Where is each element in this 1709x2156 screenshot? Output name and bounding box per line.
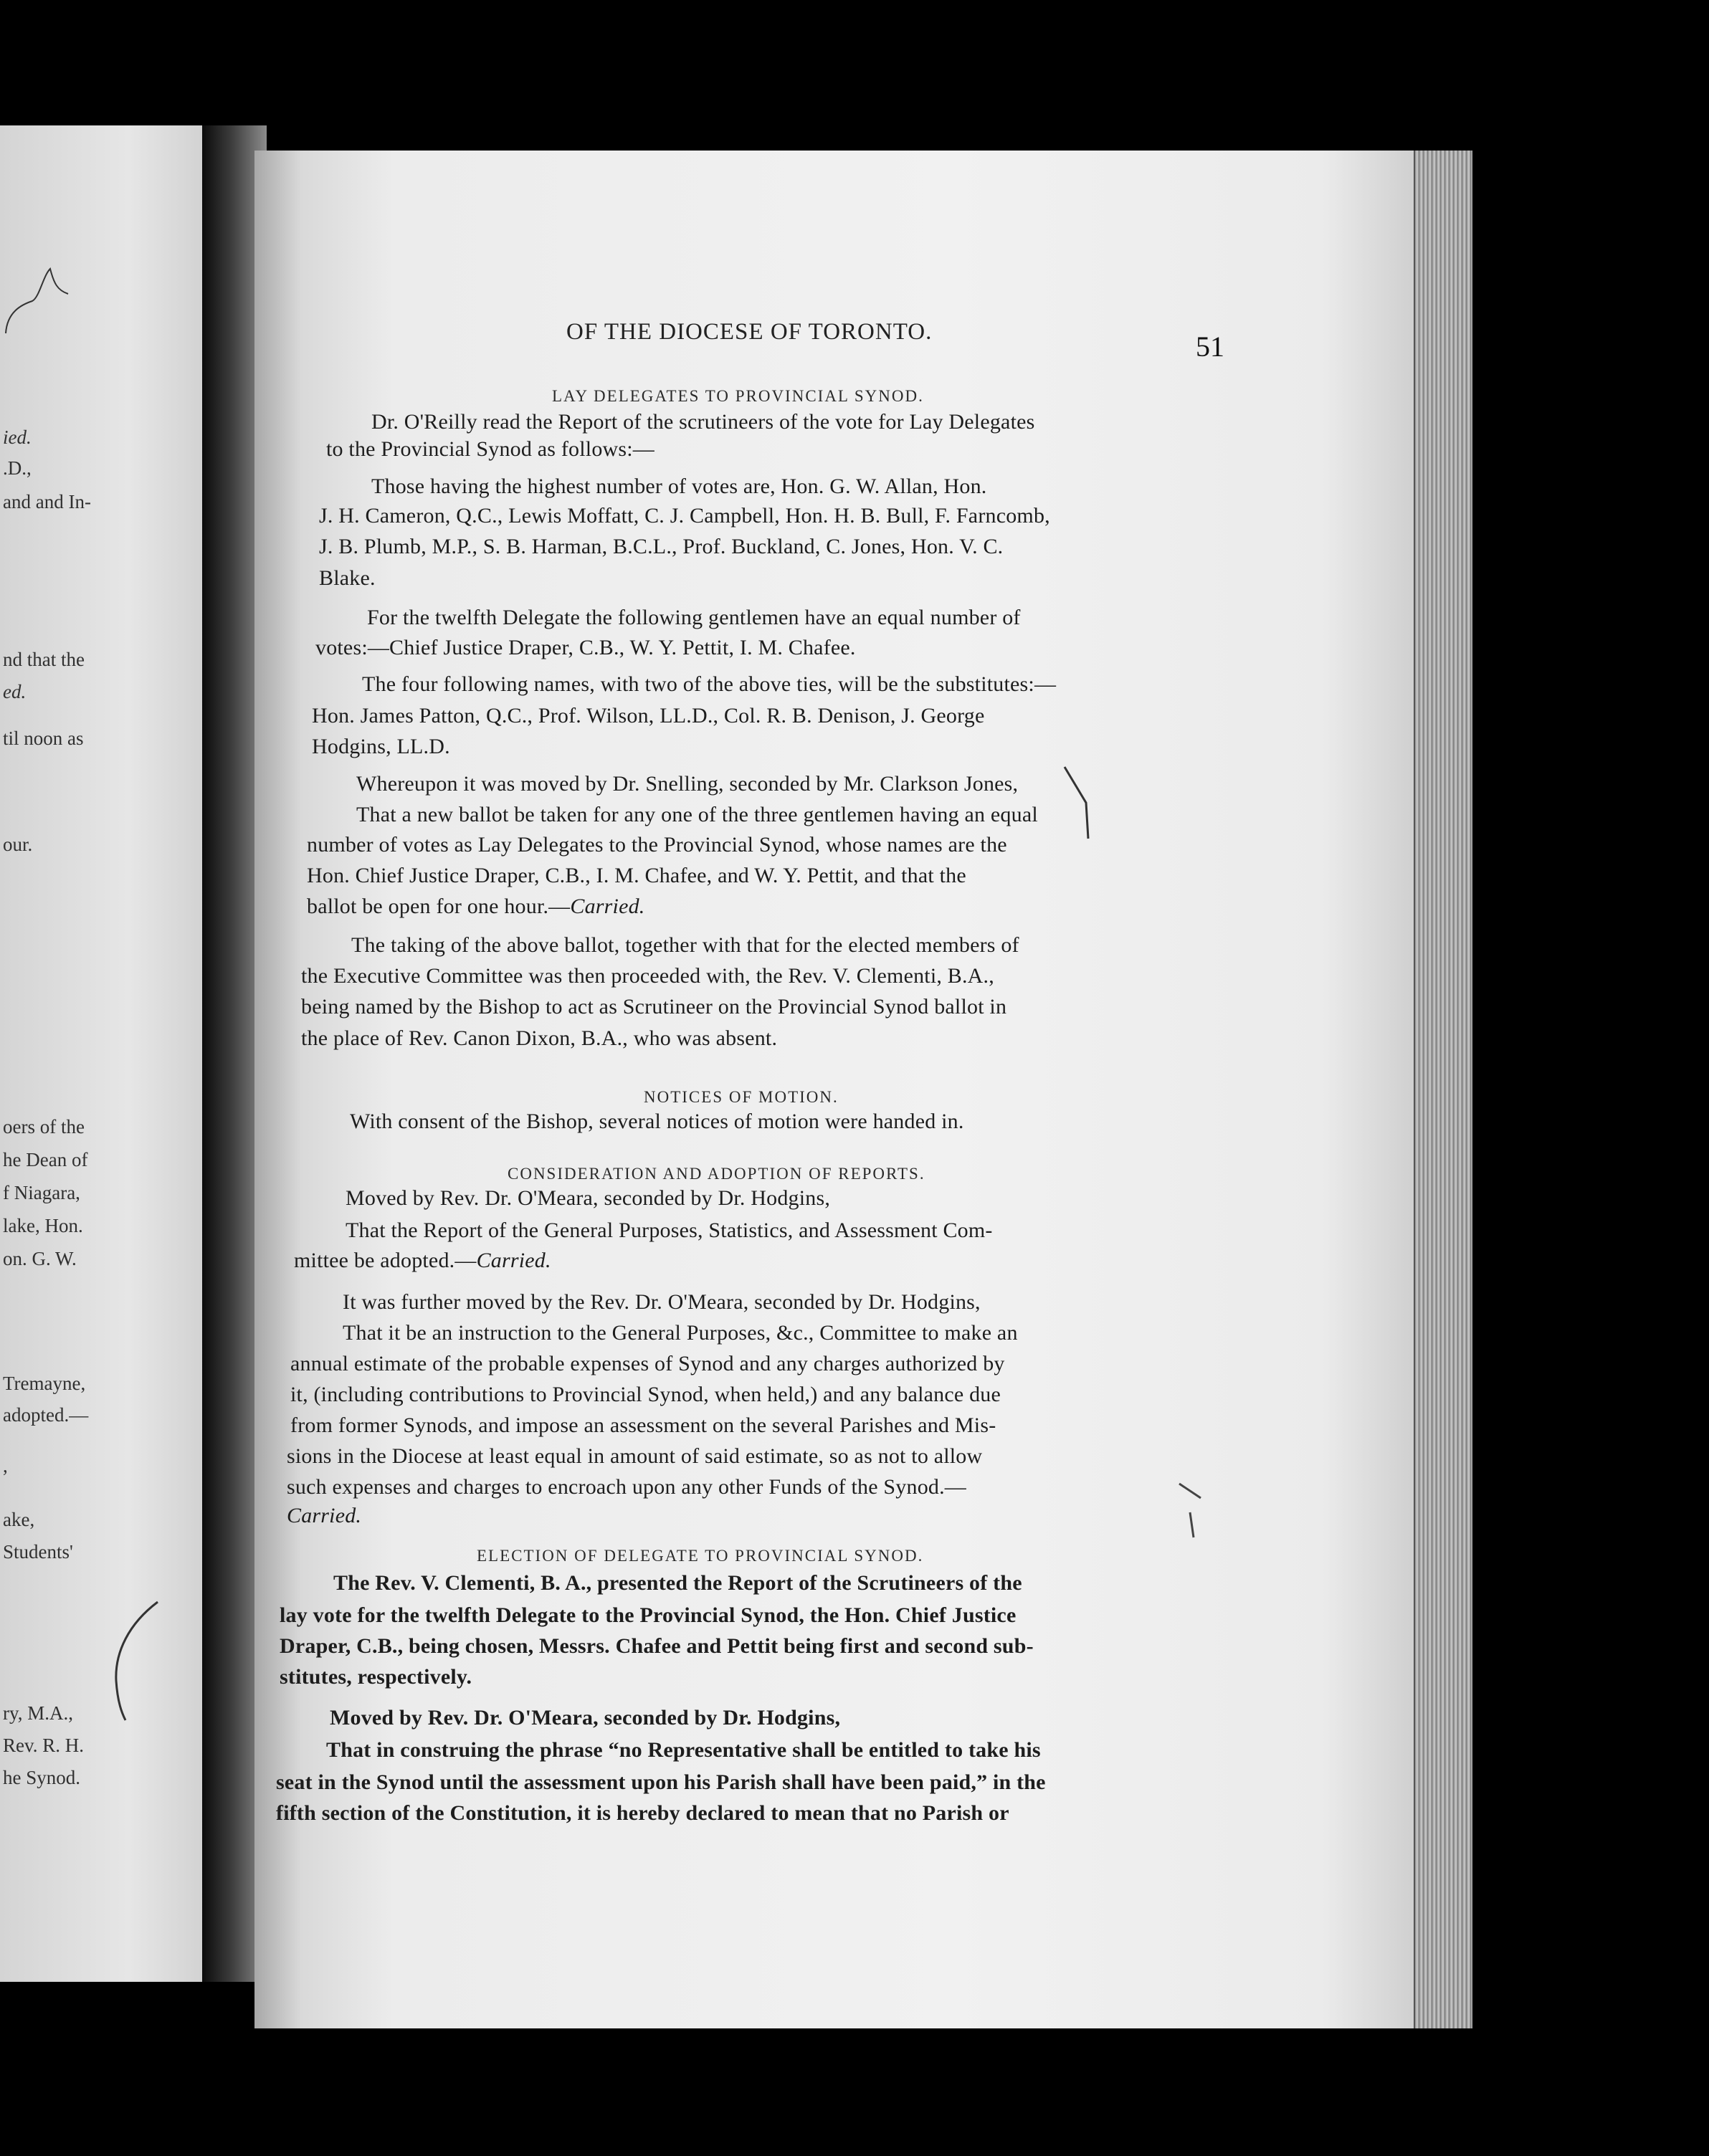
section-heading: CONSIDERATION AND ADOPTION OF REPORTS. [508,1165,925,1183]
text-line: the Executive Committee was then proceeded with, the Rev. V. Clementi, B.A., [301,964,994,988]
text-line: That the Report of the General Purposes, Statistics, and Assessment Com- [346,1218,993,1242]
carried-label: Carried. [476,1249,551,1272]
text-line: sions in the Diocese at least equal in amount of said estimate, so as not to allow [287,1444,983,1468]
text-line: Draper, C.B., being chosen, Messrs. Chafee and Pettit being first and second sub- [280,1634,1034,1658]
text-line: Hon. Chief Justice Draper, C.B., I. M. Chafee, and W. Y. Pettit, and that the [307,864,966,887]
text-fragment: mittee be adopted.— [294,1249,477,1272]
left-text: .D., [3,457,32,479]
text-line: That it be an instruction to the General Purposes, &c., Committee to make an [343,1321,1018,1345]
left-text: lake, Hon. [3,1215,83,1236]
text-line: to the Provincial Synod as follows:— [326,437,655,461]
left-text: on. G. W. [3,1248,77,1269]
text-line: it, (including contributions to Provincial Synod, when held,) and any balance due [290,1383,1001,1406]
text-fragment: ballot be open for one hour.— [307,895,571,918]
text-line: lay vote for the twelfth Delegate to the Provincial Synod, the Hon. Chief Justice [280,1603,1017,1627]
left-text: Tremayne, [3,1373,86,1394]
left-text: ake, [3,1509,35,1530]
text-line: the place of Rev. Canon Dixon, B.A., who was absent. [301,1026,778,1050]
text-line: votes:—Chief Justice Draper, C.B., W. Y. Pettit, I. M. Chafee. [315,636,856,659]
text-line: The four following names, with two of the above ties, will be the substitutes:— [362,672,1057,696]
left-text: til noon as [3,728,84,749]
left-text: our. [3,834,33,855]
text-line: Dr. O'Reilly read the Report of the scrutineers of the vote for Lay Delegates [371,410,1035,434]
section-heading: NOTICES OF MOTION. [644,1088,839,1106]
text-line: Moved by Rev. Dr. O'Meara, seconded by Dr. Hodgins, [330,1706,841,1730]
left-text: oers of the [3,1116,85,1137]
text-line: J. B. Plumb, M.P., S. B. Harman, B.C.L., Prof. Buckland, C. Jones, Hon. V. C. [319,535,1004,558]
text-line: Blake. [319,566,376,590]
text-line: That a new ballot be taken for any one of the three gentlemen having an equal [356,803,1038,826]
left-text: nd that the [3,649,85,670]
text-line: Those having the highest number of votes are, Hon. G. W. Allan, Hon. [371,474,987,498]
carried-label: Carried. [287,1504,362,1527]
text-line: annual estimate of the probable expenses of Synod and any charges authorized by [290,1352,1005,1375]
left-text: ry, M.A., [3,1702,73,1724]
carried-label: Carried. [570,895,645,918]
text-line: With consent of the Bishop, several notices of motion were handed in. [350,1110,964,1133]
pencil-bracket-icon [108,1595,165,1724]
page-edges [1414,151,1472,2028]
text-line: That in construing the phrase “no Representative shall be entitled to take his [326,1738,1041,1762]
text-line: such expenses and charges to encroach upon any other Funds of the Synod.— [287,1475,966,1499]
text-line: being named by the Bishop to act as Scrutineer on the Provincial Synod ballot in [301,995,1007,1019]
left-text: , [3,1455,8,1477]
text-line: fifth section of the Constitution, it is hereby declared to mean that no Parish or [276,1801,1009,1825]
page-number: 51 [1196,330,1224,363]
text-line: stitutes, respectively. [280,1665,472,1689]
left-text: ied. [3,426,32,448]
left-text: he Dean of [3,1149,88,1170]
pencil-mark-icon [0,262,86,348]
left-text: ed. [3,681,27,702]
text-line: Hon. James Patton, Q.C., Prof. Wilson, LL.D., Col. R. B. Denison, J. George [312,704,985,728]
left-text: f Niagara, [3,1182,80,1203]
text-line [307,895,645,919]
text-line: It was further moved by the Rev. Dr. O'Meara, seconded by Dr. Hodgins, [343,1290,981,1314]
text-line: Moved by Rev. Dr. O'Meara, seconded by Dr. Hodgins, [346,1186,831,1210]
left-text: he Synod. [3,1767,80,1788]
text-line: The taking of the above ballot, together with that for the elected members of [351,933,1019,957]
text-line: seat in the Synod until the assessment upon his Parish shall have been paid,” in the [276,1770,1046,1794]
previous-page-fragment [0,125,215,1982]
text-line [294,1249,551,1273]
text-line: The Rev. V. Clementi, B. A., presented the Report of the Scrutineers of the [333,1571,1022,1595]
text-line: For the twelfth Delegate the following gentlemen have an equal number of [367,606,1021,629]
text-line: from former Synods, and impose an assessment on the several Parishes and Mis- [290,1413,996,1437]
text-line: number of votes as Lay Delegates to the Provincial Synod, whose names are the [307,833,1007,857]
left-text: and and In- [3,491,91,512]
text-line: Whereupon it was moved by Dr. Snelling, seconded by Mr. Clarkson Jones, [356,772,1019,796]
section-heading: ELECTION OF DELEGATE TO PROVINCIAL SYNOD. [477,1547,924,1565]
left-text: adopted.— [3,1404,89,1426]
left-text: Students' [3,1541,73,1563]
section-heading: LAY DELEGATES TO PROVINCIAL SYNOD. [552,387,924,405]
running-head: OF THE DIOCESE OF TORONTO. [566,319,933,345]
text-line: Hodgins, LL.D. [312,735,450,758]
left-text: Rev. R. H. [3,1735,84,1756]
text-line: J. H. Cameron, Q.C., Lewis Moffatt, C. J. Campbell, Hon. H. B. Bull, F. Farncomb, [319,504,1050,528]
